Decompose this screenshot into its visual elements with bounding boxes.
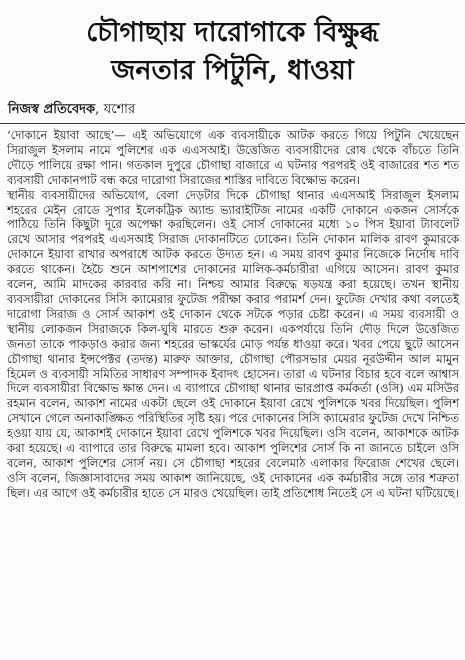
byline-reporter: নিজস্ব প্রতিবেদক xyxy=(8,102,96,117)
byline xyxy=(8,100,135,121)
article-paragraph-2: স্থানীয় ব্যবসায়ীদের অভিযোগ, বেলা দেড়টার দিকে চৌগাছা থানার এএসআই সিরাজুল ইসলাম শহরের মেইন রোডে সুপার ইলেকট্রিক অ্যান্ড ভ্যারাইটিজ নামের একটি দোকানে একজন সোর্সকে পাঠিয়ে তিনি কিছুটা দূরে অপেক্ষা করছিলেন। ওই সোর্স দোকানের মধ্যে ১০ পিস ইয়াবা ট্যাবলেট রেখে আসার পরপরই এএসআই সিরাজ দোকানটিতে ঢোকেন। তিনি দোকান মালিক রাবণ কুমারকে দোকানে ইয়াবা রাখার অপরাধে আটক করতে উদ্যত হন। এ সময় রাবণ কুমার নিজেকে নির্দোষ দাবি করতে থাকেন। হৈচৈ শুনে আশপাশের দোকানের মালিক-কর্মচারীরা এগিয়ে আসেন। রাবণ কুমার বলেন, আমি মাদকের কারবার করি না। নিশ্চয় আমার বিরুদ্ধে ষড়যন্ত্র করা হয়েছে। তখন স্থানীয় ব্যবসায়ীরা দোকানের সিসি ক্যামেরার ফুটেজ পরীক্ষা করার পরামর্শ দেন। ফুটেজ দেখার কথা বলতেই দারোগা সিরাজ ও সোর্স আকাশ ওই দোকান থেকে সটকে পড়ার চেষ্টা করেন। এ সময় ব্যবসায়ী ও স্থানীয় লোকজন সিরাজকে কিল-ঘুষি মারতে শুরু করেন। একপর্যায়ে তিনি দৌড় দিলে উত্তেজিত জনতা তাকে পাকড়াও করার জন্য শহরের ভাস্কর্যের মোড় পর্যন্ত ধাওয়া করে। খবর পেয়ে ছুটে আসেন চৌগাছা থানার ইন্সপেক্টর (তদন্ত) মারুফ আক্তার, চৌগাছা পৌরসভার মেয়র নূরউদ্দীন আল মামুন হিমেল ও ব্যবসায়ী সমিতির সাধারণ সম্পাদক ইবাদৎ হোসেন। তারা এ ঘটনার বিচার হবে বলে আশ্বাস দিলে ব্যবসায়ীরা বিক্ষোভ ক্ষান্ত দেন। এ ব্যাপারে চৌগাছা থানার ভারপ্রাপ্ত কর্মকর্তা (ওসি) এম মসিউর রহমান বলেন, আকাশ নামের একটা ছেলে ওই দোকানে ইয়াবা রেখে পুলিশকে খবর দিয়েছিল। পুলিশ সেখানে গেলে অনাকাঙ্ক্ষিত পরিস্থিতির সৃষ্টি হয়। পরে দোকানের সিসি ক্যামেরার ফুটেজ দেখে নিশ্চিত হওয়া যায় যে, আকাশই দোকানে ইয়াবা রেখে পুলিশকে খবর দিয়েছিল। ওসি বলেন, আকাশকে আটক করা হয়েছে। এ ব্যাপারে তার বিরুদ্ধে মামলা হবে। আকাশ পুলিশের সোর্স কি না জানতে চাইলে ওসি বলেন, আকাশ পুলিশের সোর্স নয়। সে চৌগাছা শহরের বেলেমাঠ এলাকার ফিরোজ শেখের ছেলে। ওসি বলেন, জিজ্ঞাসাবাদের সময় আকাশ জানিয়েছে, ওই দোকানের এক কর্মচারীর সঙ্গে তার শত্রুতা ছিল। এর আগে ওই কর্মচারীর হাতে সে মারও খেয়েছিল। তাই প্রতিশোধ নিতেই সে এ ঘটনা ঘটিয়েছে। xyxy=(7,187,459,500)
article-paragraph-1: ‘দোকানে ইয়াবা আছে’— এই অভিযোগে এক ব্যবসায়ীকে আটক করতে গিয়ে পিটুনি খেয়েছেন সিরাজুল ইসলাম নামে পুলিশের এক এএসআই। উত্তেজিত ব্যবসায়ীদের রোষ থেকে বাঁচতে তিনি দৌড়ে পালিয়ে রক্ষা পান। গতকাল দুপুরে চৌগাছা বাজারে এ ঘটনার পরপরই ওই বাজারের শত শত ব্যবসায়ী দোকানপাট বন্ধ করে দারোগা সিরাজের শাস্তির দাবিতে বিক্ষোভ করেন। xyxy=(7,128,460,187)
article-body xyxy=(7,128,459,501)
byline-divider xyxy=(0,123,465,124)
headline xyxy=(10,14,455,90)
byline-place: যশোর xyxy=(103,102,136,117)
headline-line-2: জনতার পিটুনি, ধাওয়া xyxy=(111,55,354,86)
headline-line-1: চৌগাছায় দারোগাকে বিক্ষুব্ধ xyxy=(86,17,379,48)
byline-separator: , xyxy=(95,102,100,117)
